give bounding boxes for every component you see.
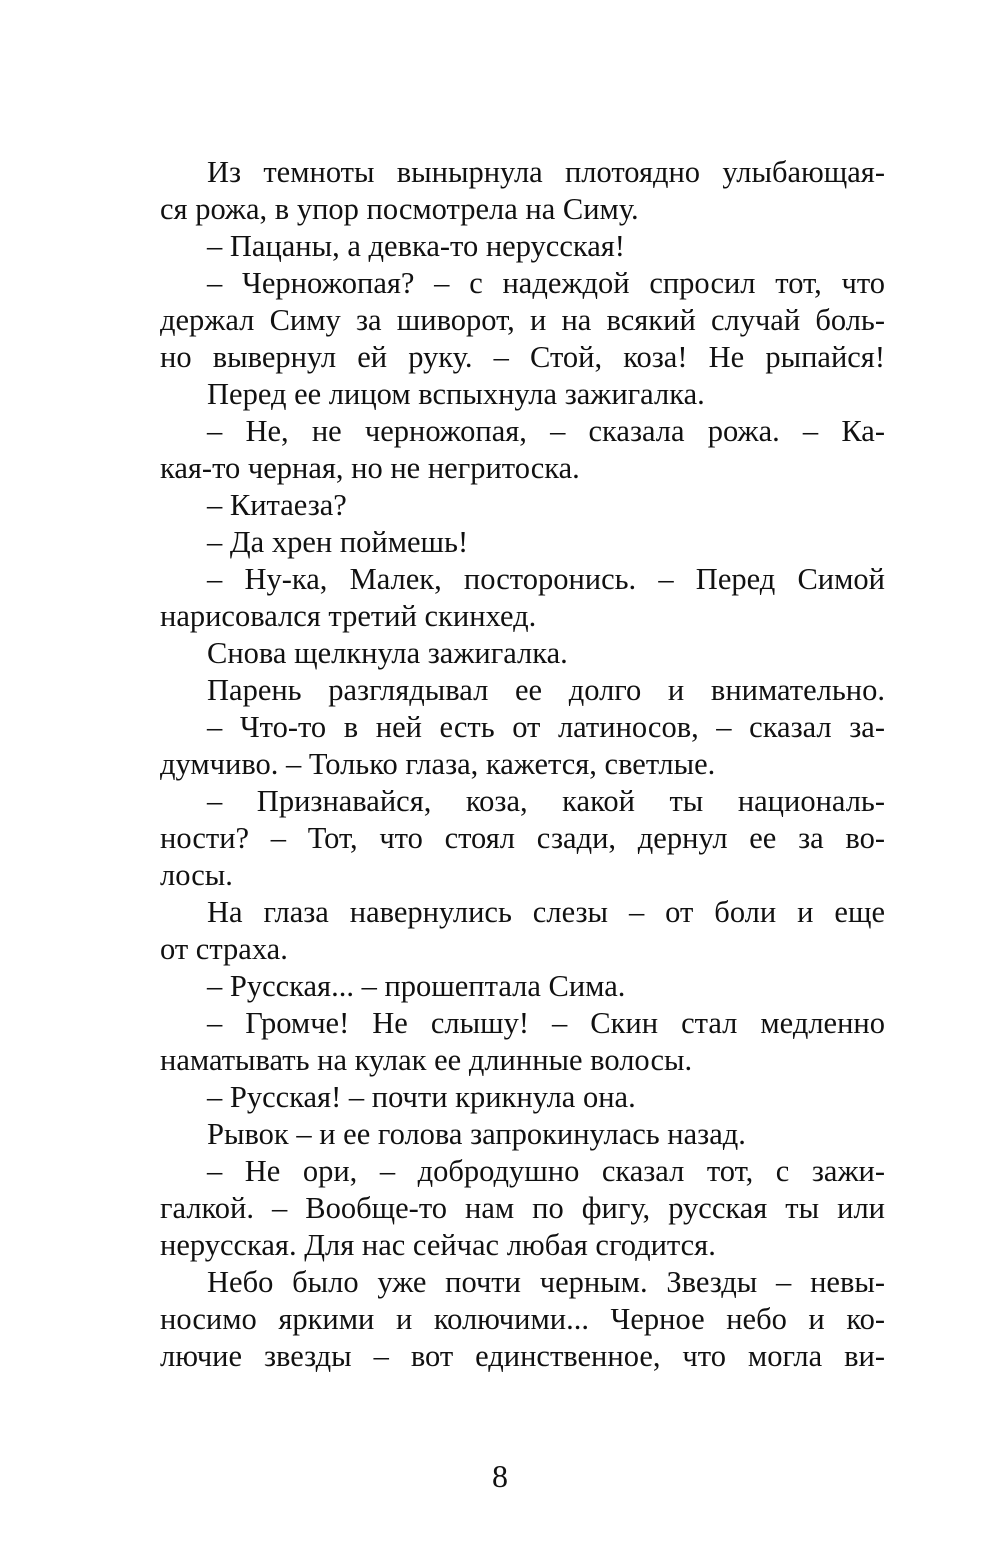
text-line: – Русская! – почти крикнула она.: [207, 1080, 636, 1114]
text-line: – Что-то в ней есть от латиносов, – сказал за-: [207, 710, 885, 744]
text-line: Рывок – и ее голова запрокинулась назад.: [207, 1117, 746, 1151]
text-line: Перед ее лицом вспыхнула зажигалка.: [207, 377, 705, 411]
text-line: Снова щелкнула зажигалка.: [207, 636, 568, 670]
text-line: – Не ори, – добродушно сказал тот, с зажи-: [207, 1154, 885, 1188]
text-line: наматывать на кулак ее длинные волосы.: [160, 1043, 693, 1077]
text-line: держал Симу за шиворот, и на всякий случай боль-: [160, 303, 885, 337]
text-line: Парень разглядывал ее долго и внимательно.: [207, 673, 885, 707]
text-line: ся рожа, в упор посмотрела на Симу.: [160, 192, 639, 226]
text-line: Из темноты вынырнула плотоядно улыбающая-: [207, 155, 885, 189]
text-line: галкой. – Вообще-то нам по фигу, русская ты или: [160, 1191, 885, 1225]
page-number: 8: [492, 1458, 508, 1494]
text-line: но вывернул ей руку. – Стой, коза! Не рыпайся!: [160, 340, 885, 374]
text-line: нарисовался третий скинхед.: [160, 599, 537, 633]
text-line: думчиво. – Только глаза, кажется, светлые.: [160, 747, 716, 781]
text-line: – Да хрен поймешь!: [207, 525, 469, 559]
text-line: нерусская. Для нас сейчас любая сгодится.: [160, 1228, 716, 1262]
text-line: лючие звезды – вот единственное, что могла ви-: [160, 1339, 885, 1373]
text-line: от страха.: [160, 932, 288, 966]
text-line: носимо яркими и колючими... Черное небо и ко-: [160, 1302, 885, 1336]
text-line: – Громче! Не слышу! – Скин стал медленно: [207, 1006, 885, 1040]
text-line: лосы.: [160, 858, 233, 892]
text-line: На глаза навернулись слезы – от боли и еще: [207, 895, 885, 929]
text-line: – Русская... – прошептала Сима.: [207, 969, 626, 1003]
text-line: ности? – Тот, что стоял сзади, дернул ее за во-: [160, 821, 885, 855]
text-line: – Не, не черножопая, – сказала рожа. – Ка-: [207, 414, 885, 448]
body-text: [160, 154, 885, 1375]
text-line: – Признавайся, коза, какой ты националь-: [207, 784, 885, 818]
text-line: – Пацаны, а девка-то нерусская!: [207, 229, 625, 263]
text-line: кая-то черная, но не негритоска.: [160, 451, 580, 485]
text-line: Небо было уже почти черным. Звезды – невы-: [207, 1265, 885, 1299]
text-line: – Китаеза?: [207, 488, 347, 522]
text-line: – Черножопая? – с надеждой спросил тот, что: [207, 266, 885, 300]
text-line: – Ну-ка, Малек, посторонись. – Перед Симой: [207, 562, 885, 596]
